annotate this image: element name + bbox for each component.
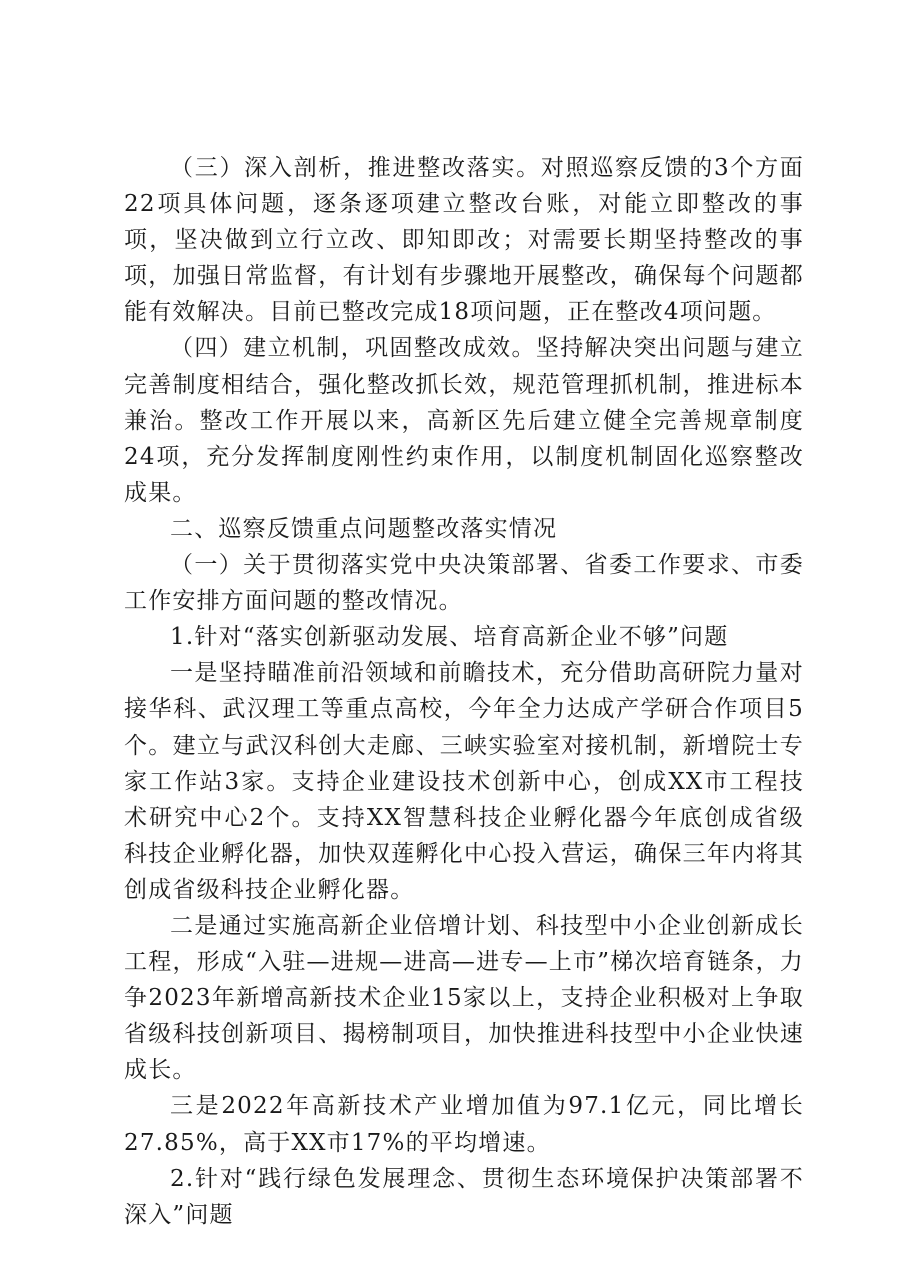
paragraph-point-one: 一是坚持瞄准前沿领域和前瞻技术，充分借助高研院力量对接华科、武汉理工等重点高校，今年全力达成产学研合作项目5个。建立与武汉科创大走廊、三峡实验室对接机制，新增院士专家工作站3家。支持企业建设技术创新中心，创成XX市工程技术研究中心2个。支持XX智慧科技企业孵化器今年底创成省级科技企业孵化器，加快双莲孵化中心投入营运，确保三年内将其创成省级科技企业孵化器。 <box>124 660 804 903</box>
section-heading-key-issues: 二、巡察反馈重点问题整改落实情况 <box>170 515 558 542</box>
paragraph-point-three: 三是2022年高新技术产业增加值为97.1亿元，同比增长27.85%，高于XX市17%的平均增速。 <box>124 1093 804 1156</box>
item-heading-green-development: 2.针对“践行绿色发展理念、贯彻生态环境保护决策部署不深入”问题 <box>124 1165 804 1228</box>
paragraph-rectification-analysis: （三）深入剖析，推进整改落实。对照巡察反馈的3个方面22项具体问题，逐条逐项建立整改台账，对能立即整改的事项，坚决做到立行立改、即知即改；对需要长期坚持整改的事项，加强日常监督，有计划有步骤地开展整改，确保每个问题都能有效解决。目前已整改完成18项问题，正在整改4项问题。 <box>124 155 804 326</box>
paragraph-subsection-one: （一）关于贯彻落实党中央决策部署、省委工作要求、市委工作安排方面问题的整改情况。 <box>124 552 804 615</box>
item-heading-innovation: 1.针对“落实创新驱动发展、培育高新企业不够”问题 <box>170 624 729 651</box>
paragraph-establish-mechanism: （四）建立机制，巩固整改成效。坚持解决突出问题与建立完善制度相结合，强化整改抓长效，规范管理抓机制，推进标本兼治。整改工作开展以来，高新区先后建立健全完善规章制度24项，充分发挥制度刚性约束作用，以制度机制固化巡察整改成果。 <box>124 335 804 506</box>
document-body <box>124 150 804 1233</box>
paragraph-point-two: 二是通过实施高新企业倍增计划、科技型中小企业创新成长工程，形成“入驻—进规—进高—进专—上市”梯次培育链条，力争2023年新增高新技术企业15家以上，支持企业积极对上争取省级科技创新项目、揭榜制项目，加快推进科技型中小企业快速成长。 <box>124 912 804 1084</box>
